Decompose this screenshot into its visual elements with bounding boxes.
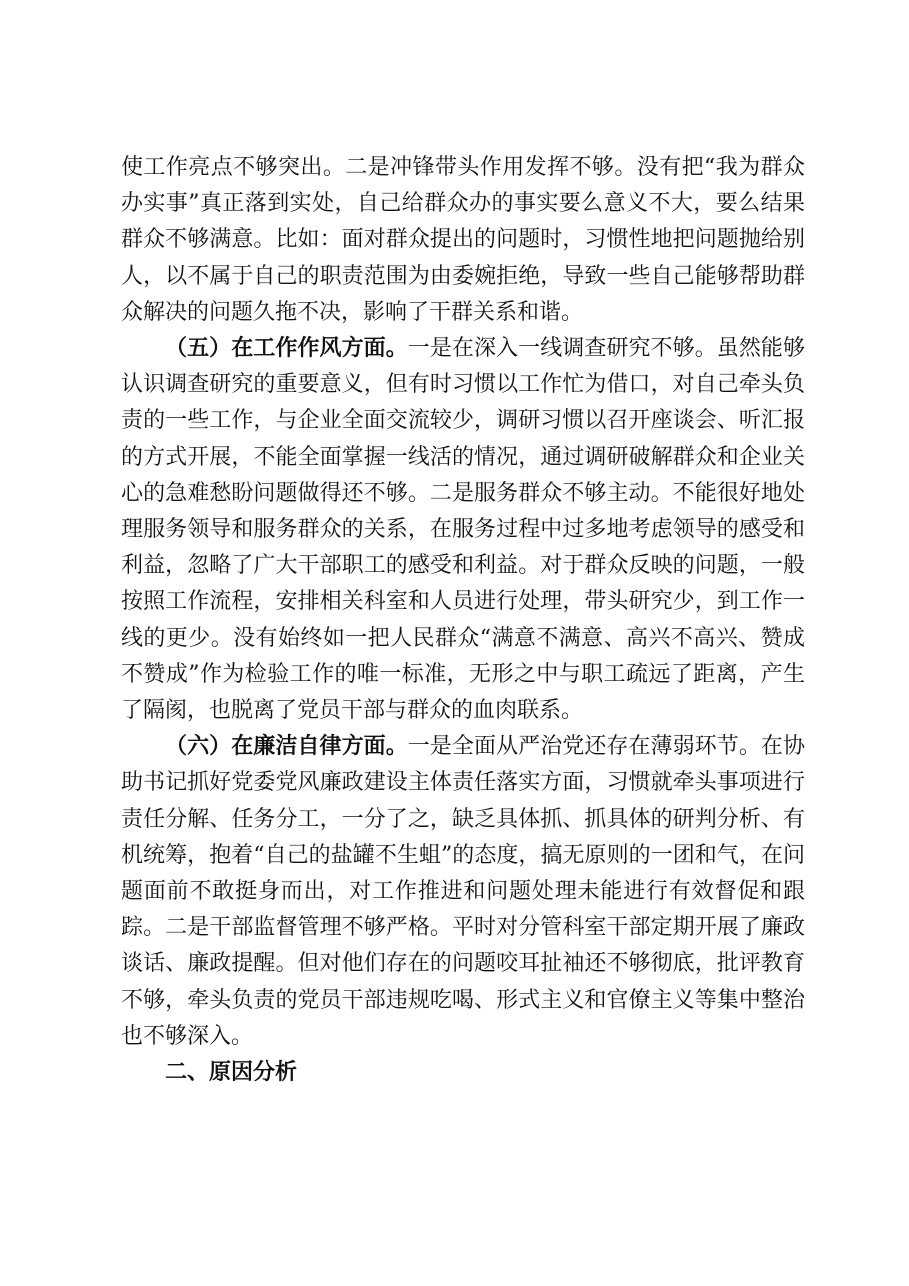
paragraph-integrity [121, 729, 805, 1055]
paragraph-work-style [121, 331, 805, 729]
paragraph-lead: （五）在工作作风方面。 [165, 336, 408, 362]
paragraph-continuation [121, 150, 805, 331]
paragraph-text: 一是全面从严治党还存在薄弱环节。在协助书记抓好党委党风廉政建设主体责任落实方面，习惯就牵头事项进行责任分解、任务分工，一分了之，缺乏具体抓、抓具体的研判分析、有机统筹，抱着“自己的盐罐不生蛆”的态度，搞无原则的一团和气，在问题面前不敢挺身而出，对工作推进和问题处理未能进行有效督促和跟踪。二是干部监督管理不够严格。平时对分管科室干部定期开展了廉政谈话、廉政提醒。但对他们存在的问题咬耳扯袖还不够彻底，批评教育不够，牵头负责的党员干部违规吃喝、形式主义和官僚主义等集中整治也不够深入。 [121, 734, 805, 1049]
paragraph-text: 使工作亮点不够突出。二是冲锋带头作用发挥不够。没有把“我为群众办实事”真正落到实处，自己给群众办的事实要么意义不大，要么结果群众不够满意。比如：面对群众提出的问题时，习惯性地把问题抛给别人，以不属于自己的职责范围为由委婉拒绝，导致一些自己能够帮助群众解决的问题久拖不决，影响了干群关系和谐。 [121, 155, 805, 325]
paragraph-text: 一是在深入一线调查研究不够。虽然能够认识调查研究的重要意义，但有时习惯以工作忙为借口，对自己牵头负责的一些工作，与企业全面交流较少，调研习惯以召开座谈会、听汇报的方式开展，不能全面掌握一线活的情况，通过调研破解群众和企业关心的急难愁盼问题做得还不够。二是服务群众不够主动。不能很好地处理服务领导和服务群众的关系，在服务过程中过多地考虑领导的感受和利益，忽略了广大干部职工的感受和利益。对于群众反映的问题，一般按照工作流程，安排相关科室和人员进行处理，带头研究少，到工作一线的更少。没有始终如一把人民群众“满意不满意、高兴不高兴、赞成不赞成”作为检验工作的唯一标准，无形之中与职工疏远了距离，产生了隔阂，也脱离了党员干部与群众的血肉联系。 [121, 336, 805, 724]
paragraph-lead: （六）在廉洁自律方面。 [165, 734, 408, 760]
section-heading: 二、原因分析 [165, 1060, 298, 1086]
document-body [121, 150, 805, 1091]
